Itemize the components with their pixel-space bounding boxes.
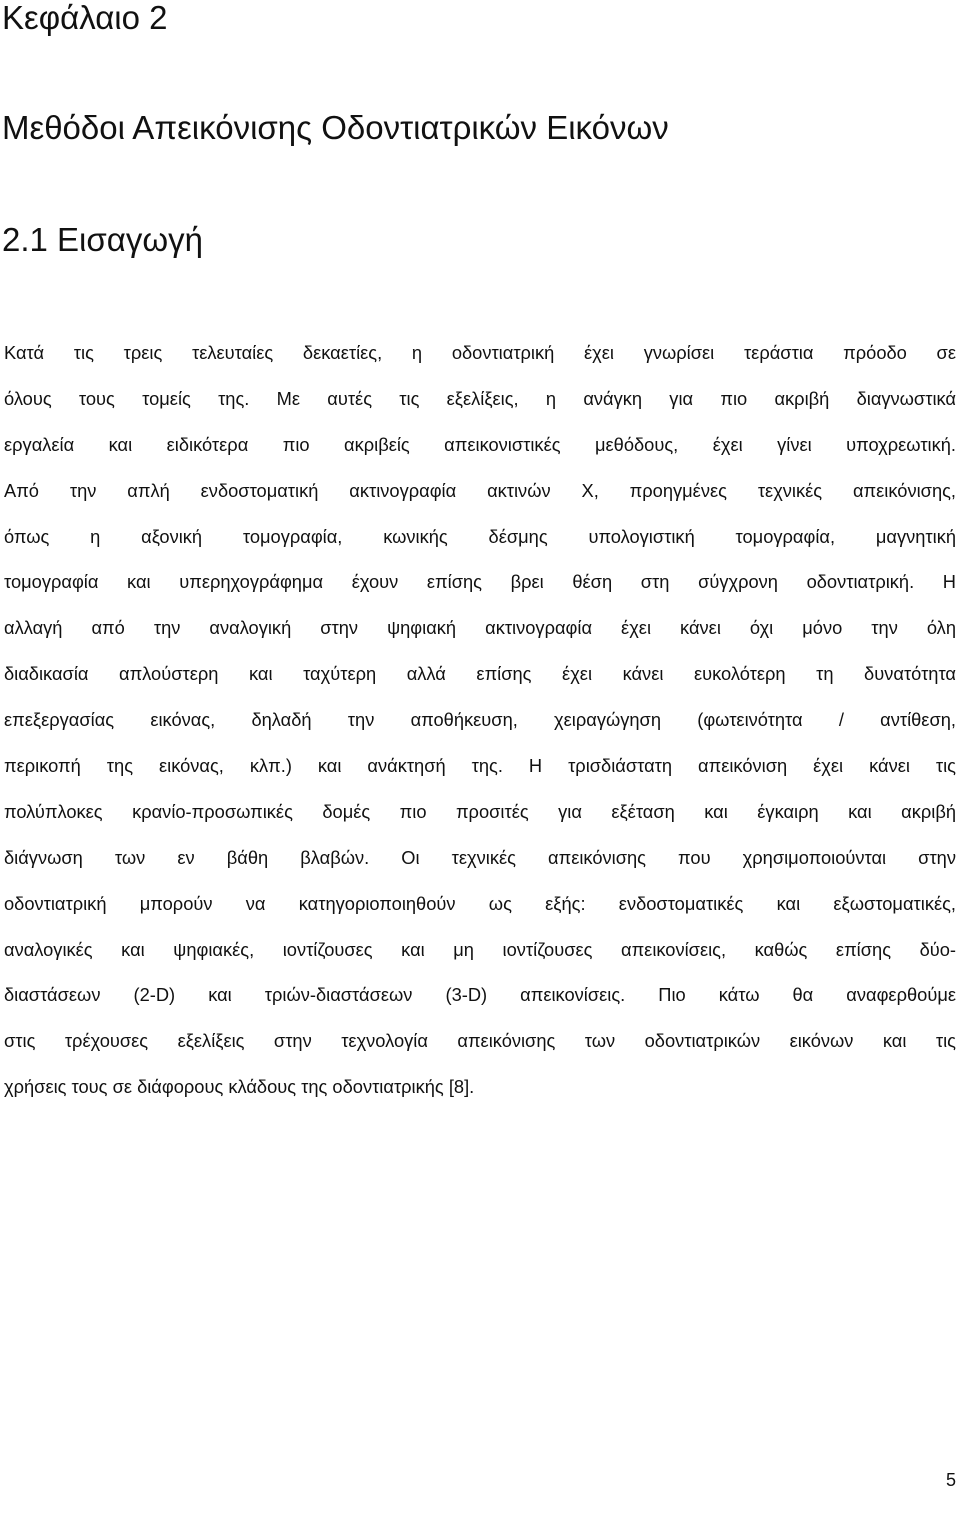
paragraph-line: διαστάσεων (2-D) και τριών-διαστάσεων (3-D) απεικονίσεις. Πιο κάτω θα αναφερθούμε: [4, 984, 956, 1006]
paragraph-line: αλλαγή από την αναλογική στην ψηφιακή ακτινογραφία έχει κάνει όχι μόνο την όλη: [4, 617, 956, 639]
paragraph-line: όλους τους τομείς της. Με αυτές τις εξελίξεις, η ανάγκη για πιο ακριβή διαγνωστικά: [4, 387, 956, 409]
paragraph-line: οδοντιατρική μπορούν να κατηγοριοποιηθούν ως εξής: ενδοστοματικές και εξωστοματικές,: [4, 892, 956, 914]
paragraph-line: πολύπλοκες κρανίο-προσωπικές δομές πιο προσιτές για εξέταση και έγκαιρη και ακριβή: [4, 800, 956, 822]
paragraph-line: εργαλεία και ειδικότερα πιο ακριβείς απεικονιστικές μεθόδους, έχει γίνει υποχρεωτική.: [4, 433, 956, 455]
paragraph-line: διάγνωση των εν βάθη βλαβών. Οι τεχνικές απεικόνισης που χρησιμοποιούνται στην: [4, 846, 956, 868]
section-title: 2.1 Εισαγωγή: [2, 221, 203, 258]
paragraph-line: περικοπή της εικόνας, κλπ.) και ανάκτησή της. Η τρισδιάστατη απεικόνιση έχει κάνει τις: [4, 755, 956, 777]
body-paragraph: [4, 330, 956, 1110]
paragraph-line: Από την απλή ενδοστοματική ακτινογραφία ακτινών Χ, προηγμένες τεχνικές απεικόνισης,: [4, 479, 956, 501]
paragraph-line: Κατά τις τρεις τελευταίες δεκαετίες, η οδοντιατρική έχει γνωρίσει τεράστια πρόοδο σε: [4, 342, 956, 363]
paragraph-line: στις τρέχουσες εξελίξεις στην τεχνολογία απεικόνισης των οδοντιατρικών εικόνων και τις: [4, 1030, 956, 1052]
chapter-title: Μεθόδοι Απεικόνισης Οδοντιατρικών Εικόνων: [2, 109, 669, 146]
paragraph-line: επεξεργασίας εικόνας, δηλαδή την αποθήκευση, χειραγώγηση (φωτεινότητα / αντίθεση,: [4, 709, 956, 731]
paragraph-line: όπως η αξονική τομογραφία, κωνικής δέσμης υπολογιστική τομογραφία, μαγνητική: [4, 525, 956, 547]
paragraph-line: τομογραφία και υπερηχογράφημα έχουν επίσης βρει θέση στη σύγχρονη οδοντιατρική. Η: [4, 571, 956, 593]
chapter-label: Κεφάλαιο 2: [2, 0, 168, 36]
paragraph-line: διαδικασία απλούστερη και ταχύτερη αλλά επίσης έχει κάνει ευκολότερη τη δυνατότητα: [4, 663, 956, 685]
page-number: 5: [945, 1470, 956, 1490]
paragraph-line: αναλογικές και ψηφιακές, ιοντίζουσες και μη ιοντίζουσες απεικονίσεις, καθώς επίσης δύο-: [4, 938, 956, 960]
paragraph-line: χρήσεις τους σε διάφορους κλάδους της οδοντιατρικής [8].: [4, 1076, 475, 1098]
